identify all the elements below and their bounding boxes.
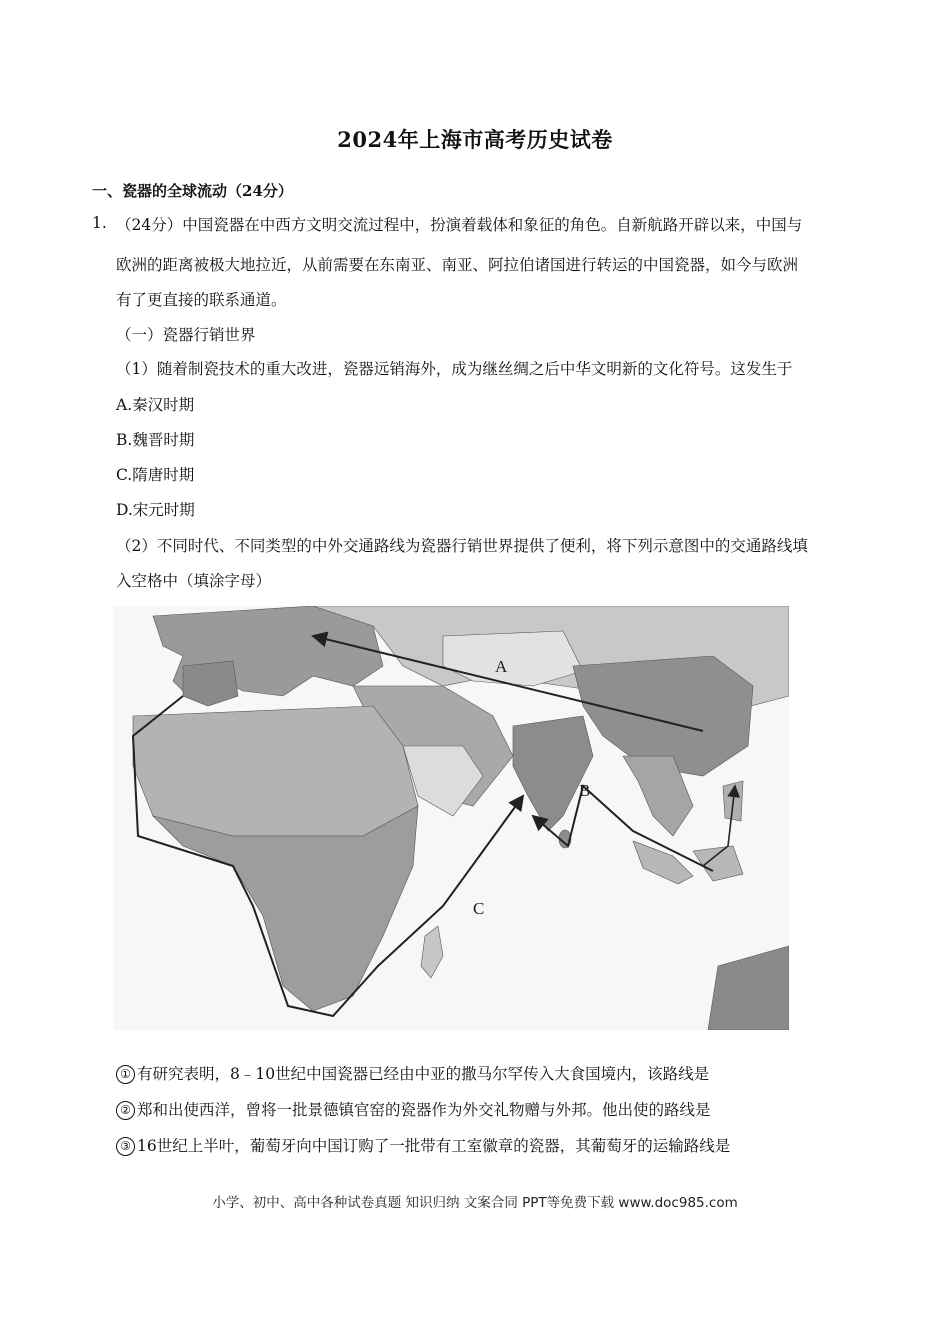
label-a: A: [495, 657, 508, 676]
label-c: C: [473, 899, 485, 918]
intro-line-1: （24分）中国瓷器在中西方文明交流过程中，扮演着载体和象征的角色。自新航路开辟以来，中国与: [116, 216, 803, 234]
intro-line-3: 有了更直接的联系通道。: [116, 291, 287, 309]
trade-route-map: [113, 606, 789, 1030]
item-2-mark: ②: [116, 1101, 135, 1120]
option-b: B.魏晋时期: [116, 431, 195, 449]
part-title: （一）瓷器行销世界: [116, 326, 256, 344]
map-svg: [113, 606, 789, 1030]
item-2: [116, 1099, 711, 1121]
page-title: 2024年上海市高考历史试卷: [337, 127, 613, 152]
option-a: A.秦汉时期: [116, 396, 195, 414]
intro-line-2: 欧洲的距离被极大地拉近，从前需要在东南亚、南亚、阿拉伯诸国进行转运的中国瓷器，如今与欧洲: [116, 256, 799, 274]
item-3-text: 16世纪上半叶，葡萄牙向中国订购了一批带有工室徽章的瓷器，其葡萄牙的运输路线是: [137, 1137, 731, 1155]
subquestion-2-line-1: （2）不同时代、不同类型的中外交通路线为瓷器行销世界提供了便利，将下列示意图中的交通路线填: [116, 537, 808, 555]
item-1-text: 有研究表明，8﹣10世纪中国瓷器已经由中亚的撒马尔罕传入大食国境内，该路线是: [137, 1065, 710, 1083]
item-1: [116, 1063, 709, 1085]
subquestion-1: （1）随着制瓷技术的重大改进，瓷器远销海外，成为继丝绸之后中华文明新的文化符号。这发生于: [116, 360, 793, 378]
section-heading: 一、瓷器的全球流动（24分）: [92, 182, 293, 200]
option-d: D.宋元时期: [116, 501, 195, 519]
option-c: C.隋唐时期: [116, 466, 195, 484]
north-africa-region: [133, 706, 418, 836]
label-b: B: [579, 781, 591, 800]
item-3: [116, 1135, 730, 1157]
footer: 小学、初中、高中各种试卷真题 知识归纳 文案合同 PPT等免费下载 www.doc985.com: [212, 1195, 738, 1211]
item-2-text: 郑和出使西洋，曾将一批景德镇官窑的瓷器作为外交礼物赠与外邦。他出使的路线是: [137, 1101, 711, 1119]
item-1-mark: ①: [116, 1065, 135, 1084]
question-number: 1.: [92, 214, 107, 232]
item-3-mark: ③: [116, 1137, 135, 1156]
subquestion-2-line-2: 入空格中（填涂字母）: [116, 572, 272, 590]
